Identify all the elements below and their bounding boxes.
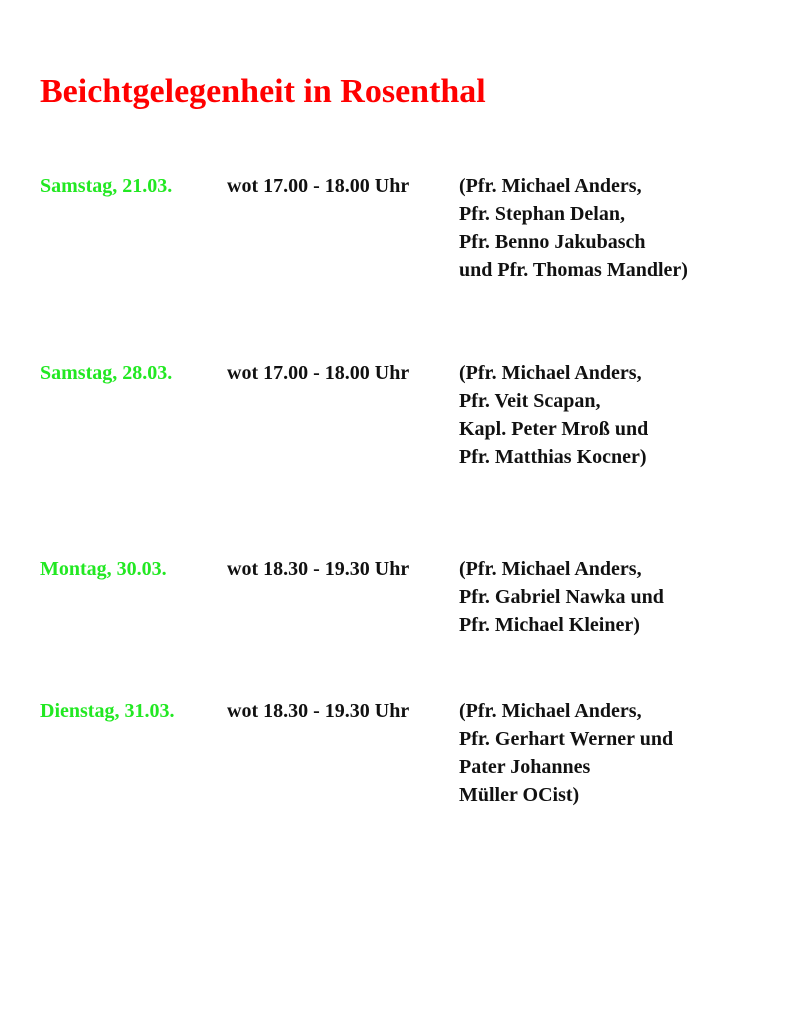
entry-day: Montag, 30.03. — [40, 558, 167, 580]
priest-line: Pater Johannes — [459, 756, 591, 778]
priest-line: und Pfr. Thomas Mandler) — [459, 259, 688, 281]
entry-time: wot 18.30 - 19.30 Uhr — [227, 558, 410, 580]
priest-line: Pfr. Stephan Delan, — [459, 203, 625, 225]
entry-priests — [459, 359, 648, 471]
entry-priests — [459, 555, 664, 639]
priest-line: Pfr. Matthias Kocner) — [459, 446, 647, 468]
priest-line: (Pfr. Michael Anders, — [459, 362, 642, 384]
page-title: Beichtgelegenheit in Rosenthal — [40, 73, 486, 110]
priest-line: (Pfr. Michael Anders, — [459, 175, 642, 197]
priest-line: Pfr. Veit Scapan, — [459, 390, 601, 412]
priest-line: (Pfr. Michael Anders, — [459, 700, 642, 722]
priest-line: Pfr. Benno Jakubasch — [459, 231, 646, 253]
entry-day: Samstag, 21.03. — [40, 175, 173, 197]
entry-priests — [459, 697, 673, 809]
entry-time: wot 17.00 - 18.00 Uhr — [227, 362, 410, 384]
entry-day: Dienstag, 31.03. — [40, 700, 175, 722]
priest-line: Kapl. Peter Mroß und — [459, 418, 649, 440]
priest-line: (Pfr. Michael Anders, — [459, 558, 642, 580]
priest-line: Pfr. Gerhart Werner und — [459, 728, 674, 750]
priest-line: Müller OCist) — [459, 784, 580, 806]
priest-line: Pfr. Gabriel Nawka und — [459, 586, 664, 608]
entry-time: wot 18.30 - 19.30 Uhr — [227, 700, 410, 722]
entry-priests — [459, 172, 688, 284]
entry-time: wot 17.00 - 18.00 Uhr — [227, 175, 410, 197]
priest-line: Pfr. Michael Kleiner) — [459, 614, 640, 636]
entry-day: Samstag, 28.03. — [40, 362, 173, 384]
